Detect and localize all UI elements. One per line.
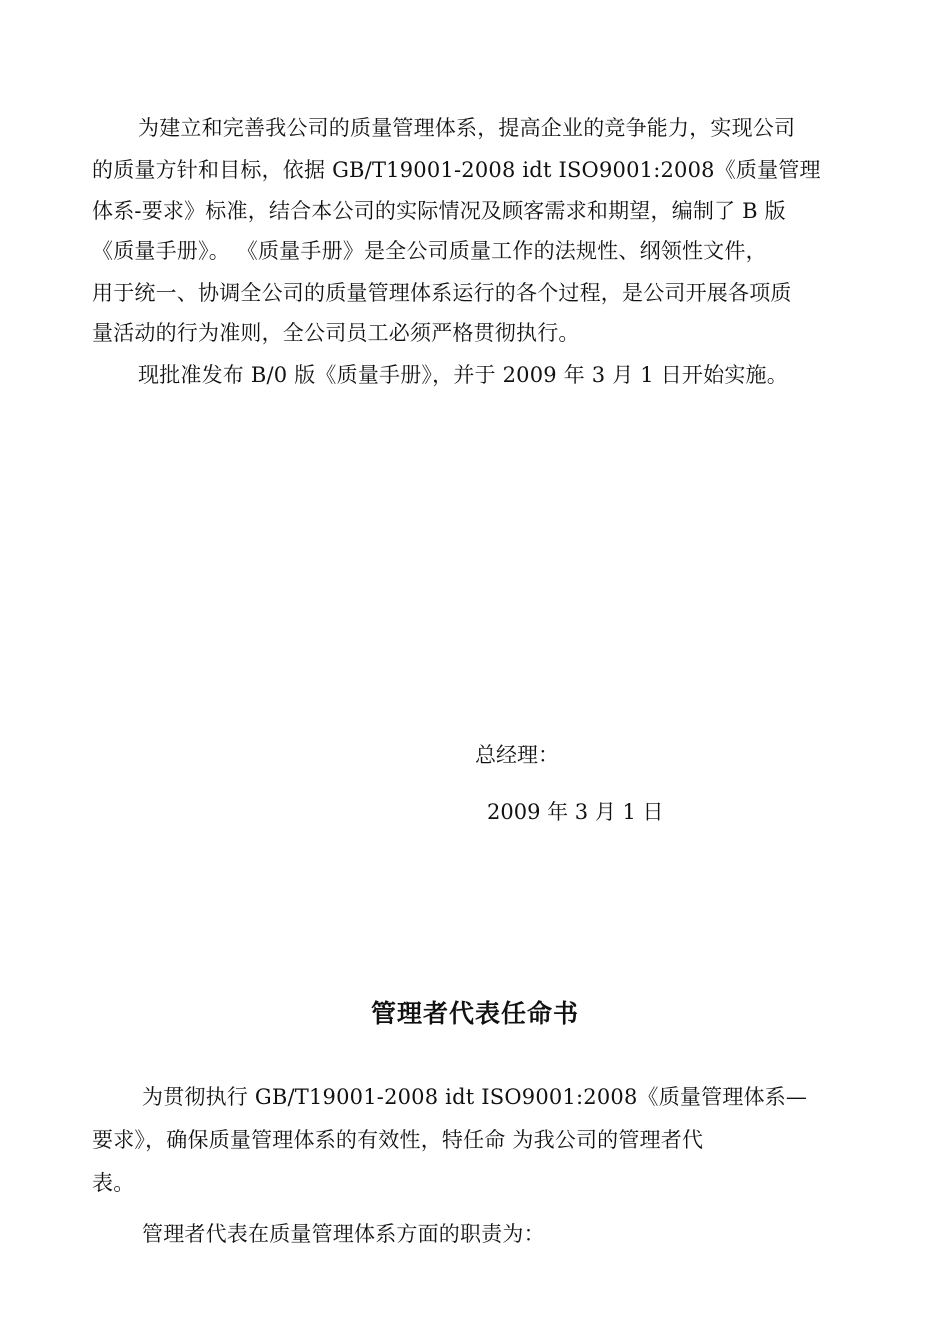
preface-line: 的质量方针和目标，依据 GB/T19001-2008 idt ISO9001:2008《质量管理 <box>92 158 821 182</box>
preface-line: 量活动的行为准则，全公司员工必须严格贯彻执行。 <box>92 321 580 345</box>
preface-line: 《质量手册》。 《质量手册》是全公司质量工作的法规性、纲领性文件， <box>92 239 767 263</box>
preface-line: 用于统一、协调全公司的质量管理体系运行的各个过程，是公司开展各项质 <box>92 281 792 305</box>
signature-role: 总经理： <box>475 743 559 767</box>
appointment-line: 为贯彻执行 GB/T19001-2008 idt ISO9001:2008《质量管理体系— <box>142 1085 808 1109</box>
appointment-title: 管理者代表任命书 <box>370 999 579 1028</box>
appointment-line: 要求》，确保质量管理体系的有效性，特任命 为我公司的管理者代 <box>92 1128 704 1152</box>
preface-line: 现批准发布 B/0 版《质量手册》，并于 2009 年 3 月 1 日开始实施。 <box>138 363 788 387</box>
appointment-line: 管理者代表在质量管理体系方面的职责为： <box>142 1222 545 1246</box>
preface-line: 为建立和完善我公司的质量管理体系，提高企业的竞争能力，实现公司 <box>138 116 796 140</box>
signature-date: 2009 年 3 月 1 日 <box>487 800 664 824</box>
appointment-line: 表。 <box>92 1171 135 1195</box>
preface-line: 体系-要求》标准，结合本公司的实际情况及顾客需求和期望，编制了 B 版 <box>92 199 786 223</box>
